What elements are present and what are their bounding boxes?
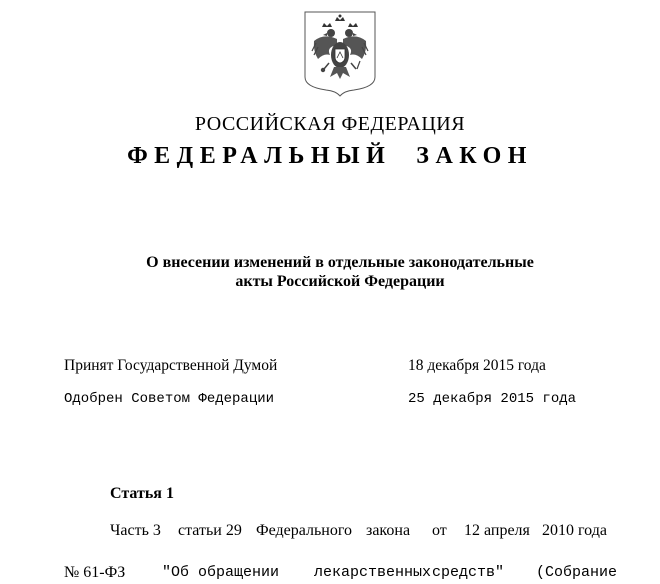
duma-adoption-label: Принят Государственной Думой [64,357,278,374]
article-word: лекарственных [314,564,432,581]
article-word: (Собрание [536,564,618,581]
coat-of-arms-emblem [304,11,376,97]
law-title-line-1: О внесении изменений в отдельные законодательные [146,254,534,271]
article-word: от [432,522,447,539]
law-title-line-2: акты Российской Федерации [235,273,445,290]
article-word: средств" [432,564,505,581]
law-title [0,253,660,291]
council-approval-date: 25 декабря 2015 года [408,391,577,407]
article-word: "Об обращении [162,564,280,581]
article-word: 12 апреля [464,522,530,539]
country-name: РОССИЙСКАЯ ФЕДЕРАЦИЯ [194,113,466,135]
article-word: № 61-ФЗ [64,564,126,581]
article-word: 2010 года [542,522,607,539]
law-type-heading: ФЕДЕРАЛЬНЫЙ ЗАКОН [127,143,533,169]
duma-adoption-date: 18 декабря 2015 года [408,357,546,374]
article-word: статьи 29 [178,522,242,539]
council-approval-label: Одобрен Советом Федерации [64,391,275,407]
article-heading: Статья 1 [110,485,174,502]
article-word: Федерального [256,522,353,539]
article-word: закона [366,522,411,539]
article-word: Часть 3 [110,522,161,539]
